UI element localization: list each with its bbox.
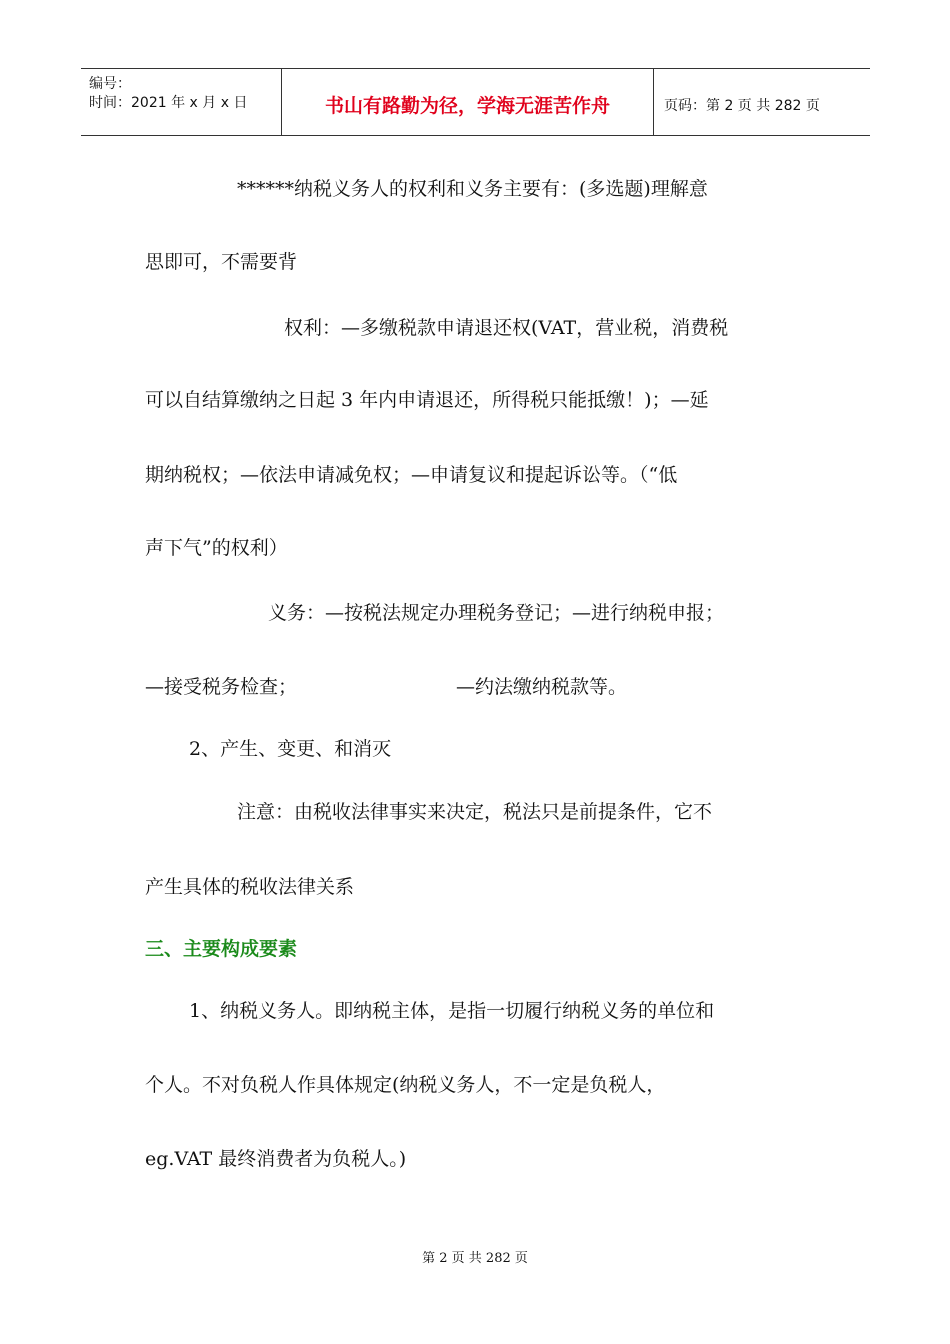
paragraph-line: 义务：—按税法规定办理税务登记；—进行纳税申报； — [268, 602, 725, 624]
page-header — [81, 68, 870, 136]
header-meta-cell — [81, 69, 282, 135]
document-date-label: 时间：2021 年 x 月 x 日 — [89, 95, 248, 111]
paragraph-line: 产生具体的税收法律关系 — [145, 876, 355, 898]
paragraph-line: —约法缴纳税款等。 — [456, 676, 628, 698]
paragraph-line: 可以自结算缴纳之日起 3 年内申请退还，所得税只能抵缴！)；—延 — [145, 389, 709, 411]
paragraph-line: 注意：由税收法律事实来决定，税法只是前提条件，它不 — [237, 801, 713, 823]
paragraph-line: 个人。不对负税人作具体规定(纳税义务人，不一定是负税人， — [145, 1074, 666, 1096]
paragraph-line: 权利：—多缴税款申请退还权(VAT，营业税，消费税 — [284, 317, 729, 339]
paragraph-line: ******纳税义务人的权利和义务主要有：(多选题)理解意 — [237, 178, 708, 200]
header-motto-cell — [282, 69, 654, 135]
section-item: 2、产生、变更、和消灭 — [189, 738, 392, 760]
header-page-count: 页码：第 2 页 共 282 页 — [664, 98, 820, 114]
paragraph-line: 声下气”的权利） — [145, 537, 288, 559]
paragraph-line: 期纳税权；—依法申请减免权；—申请复议和提起诉讼等。（“低 — [145, 464, 678, 486]
header-page-cell — [654, 69, 870, 135]
document-number-label: 编号： — [89, 76, 131, 92]
paragraph-line: eg.VAT 最终消费者为负税人。) — [145, 1148, 407, 1170]
paragraph-line: —接受税务检查； — [145, 676, 298, 698]
paragraph-line: 1、纳税义务人。即纳税主体，是指一切履行纳税义务的单位和 — [189, 1000, 715, 1022]
paragraph-line: 思即可，不需要背 — [145, 251, 298, 273]
section-heading: 三、主要构成要素 — [145, 938, 298, 960]
header-motto: 书山有路勤为径，学海无涯苦作舟 — [324, 95, 610, 117]
page-footer: 第 2 页 共 282 页 — [422, 1251, 528, 1266]
